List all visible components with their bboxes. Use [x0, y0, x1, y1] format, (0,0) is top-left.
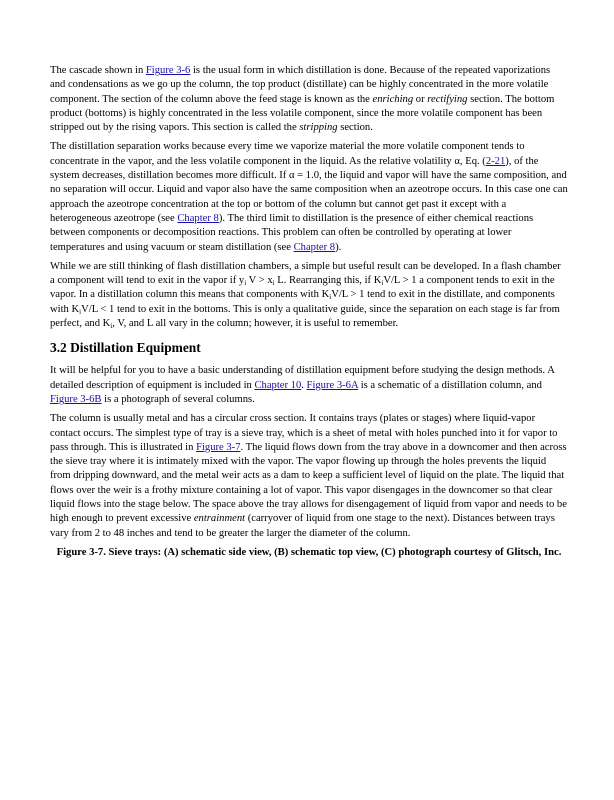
text: or — [413, 93, 428, 105]
text: section. — [337, 122, 373, 134]
text: It will be helpful for you to have a basic understanding of distillation equipment before studying the design methods. A detailed description of equipment is included in — [50, 365, 555, 391]
text: While we are still thinking of flash distillation chambers, a simple but useful result can be developed. In a flash chamber a component will tend to exit in the vapor if y — [50, 260, 561, 287]
text: L. Rearranging this, if K — [274, 275, 382, 287]
subscript: i — [381, 279, 384, 288]
text: The distillation separation works because every time we vaporize material the more volatile component tends to concentrate in the vapor, and the less volatile component in the liquid. As the relative volatility α, Eq. ( — [50, 141, 525, 167]
text: is the usual form in which distillation is done. Because of the repeated vaporizations and condensations as we go up the column, the top product (distillate) can be highly concentrated in the more volatile component. The section of the column above the feed stage is known as the — [50, 65, 551, 105]
link-chapter-8[interactable]: Chapter 8 — [177, 212, 219, 224]
text: V/L < 1 tend to exit in the bottoms. This is only a qualitative guide, since the separation on each stage is far from perfect, and K — [50, 303, 560, 330]
document-page — [50, 64, 568, 565]
section-heading: 3.2 Distillation Equipment — [50, 340, 201, 356]
paragraph-equipment-intro — [50, 364, 568, 407]
paragraph-column — [50, 412, 568, 541]
text: section. The bottom product (bottoms) is highly concentrated in the less volatile component, since the more volatile component has been stripped out by the rising vapors. This section is called the — [50, 93, 555, 134]
link-figure-3-6b[interactable]: Figure 3-6B — [50, 393, 102, 405]
text: V/L > 1 a component tends to exit in the vapor. In a distillation column this means that components with K — [50, 275, 555, 301]
paragraph-separation — [50, 140, 568, 254]
text: . The liquid flows down from the tray above in a downcomer and then across the sieve tray where it is intimately mixed with the vapor. The vapor flowing up through the holes prevents the liquid from dripping downward, and the metal weir acts as a dam to keep a sufficient level of liquid on the plate. The liquid that flows over the weir is a frothy mixture containing a lot of vapor. This vapor disengages in the downcomer so that clear liquid flows into the stage below. The space above the tray allows for disengagement of liquid from vapor and needs to be high enough to prevent excessive — [50, 441, 567, 525]
text: ). — [335, 241, 342, 253]
link-chapter-10[interactable]: Chapter 10 — [254, 379, 302, 391]
text: V > x — [246, 275, 273, 287]
subscript: i — [329, 293, 332, 302]
subscript: i — [244, 279, 247, 288]
text: ), of the system decreases, distillation becomes more difficult. If α = 1.0, the liquid and vapor will have the same composition, and no separation will occur. Liquid and vapor also have the same composition when an azeotrope occurs. In this case one can approach the azeotrope concentration at the top or bottom of the column but cannot get past it except with a heterogeneous azeotrope (see — [50, 155, 568, 224]
paragraph-flash — [50, 260, 568, 331]
text: The column is usually metal and has a circular cross section. It contains trays (plates or stages) where liquid-vapor contact occurs. The simplest type of tray is a sieve tray, which is a sheet of metal with holes punched into it for vapor to pass through. This is illustrated in — [50, 413, 558, 453]
text: is a photograph of several columns. — [101, 393, 255, 405]
link-chapter-8-second[interactable]: Chapter 8 — [293, 241, 336, 253]
emphasis-stripping: stripping — [299, 122, 338, 134]
link-figure-3-7[interactable]: Figure 3-7 — [196, 441, 241, 453]
subscript: i — [272, 279, 275, 288]
figure-caption: Figure 3-7. Sieve trays: (A) schematic side view, (B) schematic top view, (C) photograph courtesy of Glitsch, Inc. — [56, 546, 562, 558]
text: V/L > 1 tend to exit in the distillate, and components with K — [50, 289, 555, 315]
link-eq-2-21[interactable]: 2-21 — [485, 155, 506, 167]
subscript: i — [110, 322, 113, 331]
emphasis-entrainment: entrainment — [193, 513, 246, 525]
paragraph-cascade — [50, 64, 568, 135]
text: The cascade shown in — [50, 65, 146, 76]
emphasis-enriching: enriching — [372, 93, 414, 105]
emphasis-rectifying: rectifying — [427, 93, 468, 105]
link-figure-3-6a[interactable]: Figure 3-6A — [306, 379, 359, 391]
text: (carryover of liquid from one stage to the next). Distances between trays vary from 2 to 48 inches and tend to be greater the larger the diameter of the column. — [50, 513, 555, 539]
text: ). The third limit to distillation is the presence of either chemical reactions between components or decomposition reactions. This problem can often be controlled by operating at lower temperatures and using vacuum or steam distillation (see — [50, 212, 534, 253]
text: is a schematic of a distillation column, and — [358, 379, 542, 391]
text: , V, and L all vary in the column; however, it is useful to remember. — [112, 318, 399, 330]
subscript: i — [79, 307, 82, 316]
text: . — [301, 379, 307, 391]
link-figure-3-6[interactable]: Figure 3-6 — [145, 65, 191, 76]
